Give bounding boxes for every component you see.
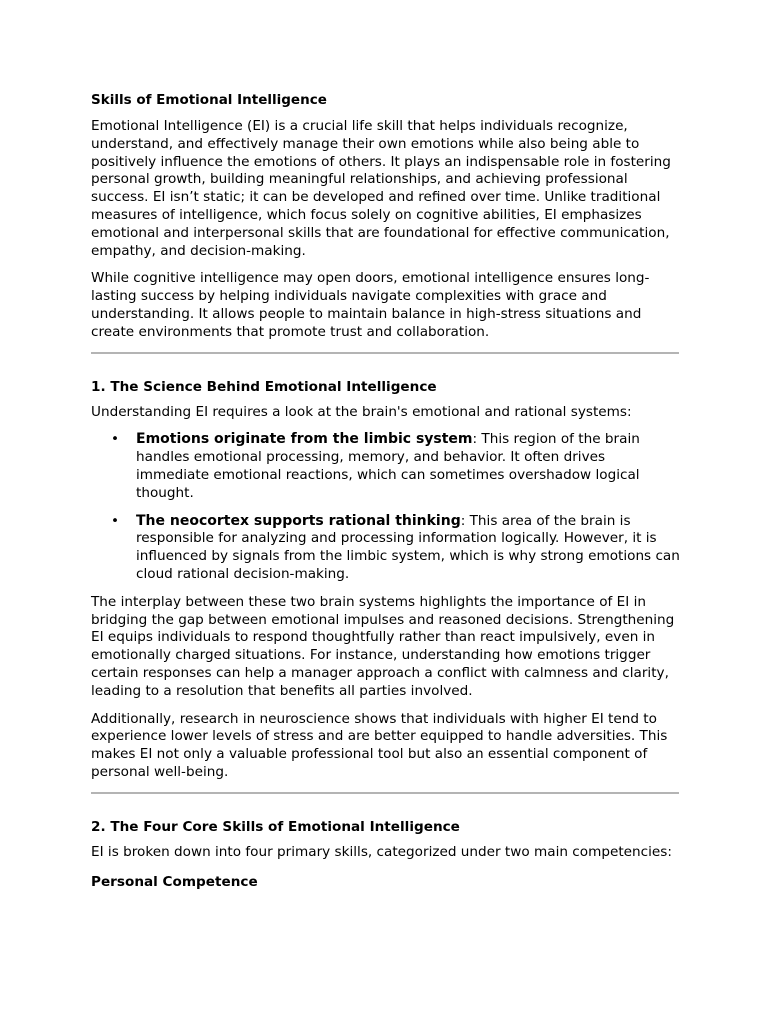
list-item-text: : This area of the brain is responsible for analyzing and processing information logically. However, it is influenced by signals from the limbic system, which is why strong emotions can cloud rational decision-making. [136, 512, 680, 582]
list-item-text: : This region of the brain handles emotional processing, memory, and behavior. It often drives immediate emotional reactions, which can sometimes overshadow logical thought. [136, 431, 640, 501]
intro-paragraph: While cognitive intelligence may open doors, emotional intelligence ensures long-lasting success by helping individuals navigate complexities with grace and understanding. It allows people to maintain balance in high-stress situations and create environments that promote trust and collaboration. [91, 270, 650, 340]
list-item-bold-term: The neocortex supports rational thinking [136, 512, 461, 529]
list-item [111, 431, 681, 502]
list-item-bold-term: Emotions originate from the limbic system [136, 431, 473, 448]
section-divider [91, 792, 679, 794]
bullet-marker: • [111, 512, 120, 529]
section-lead: EI is broken down into four primary skills, categorized under two main competencies: [91, 843, 672, 860]
list-item [111, 512, 681, 584]
document-page [91, 90, 681, 892]
section-heading: 2. The Four Core Skills of Emotional Intelligence [91, 818, 460, 835]
section-divider [91, 352, 679, 354]
section-heading: 1. The Science Behind Emotional Intelligence [91, 378, 437, 395]
body-paragraph: Additionally, research in neuroscience shows that individuals with higher EI tend to experience lower levels of stress and are better equipped to handle adversities. This makes EI not only a valuable professional tool but also an essential component of personal well-being. [91, 710, 668, 780]
bullet-marker: • [111, 431, 120, 448]
subsection-heading: Personal Competence [91, 873, 258, 890]
document-title: Skills of Emotional Intelligence [91, 92, 327, 108]
bullet-list [91, 431, 681, 583]
body-paragraph: The interplay between these two brain systems highlights the importance of EI in bridging the gap between emotional impulses and reasoned decisions. Strengthening EI equips individuals to respond thoughtfully rather than react impulsively, even in emotionally charged situations. For instance, understanding how emotions trigger certain responses can help a manager approach a conflict with calmness and clarity, leading to a resolution that benefits all parties involved. [91, 593, 675, 699]
intro-paragraph: Emotional Intelligence (EI) is a crucial life skill that helps individuals recognize, understand, and effectively manage their own emotions while also being able to positively influence the emotions of others. It plays an indispensable role in fostering personal growth, building meaningful relationships, and achieving professional success. EI isn’t static; it can be developed and refined over time. Unlike traditional measures of intelligence, which focus solely on cognitive abilities, EI emphasizes emotional and interpersonal skills that are foundational for effective communication, empathy, and decision-making. [91, 118, 671, 259]
section-lead: Understanding EI requires a look at the brain's emotional and rational systems: [91, 403, 632, 420]
